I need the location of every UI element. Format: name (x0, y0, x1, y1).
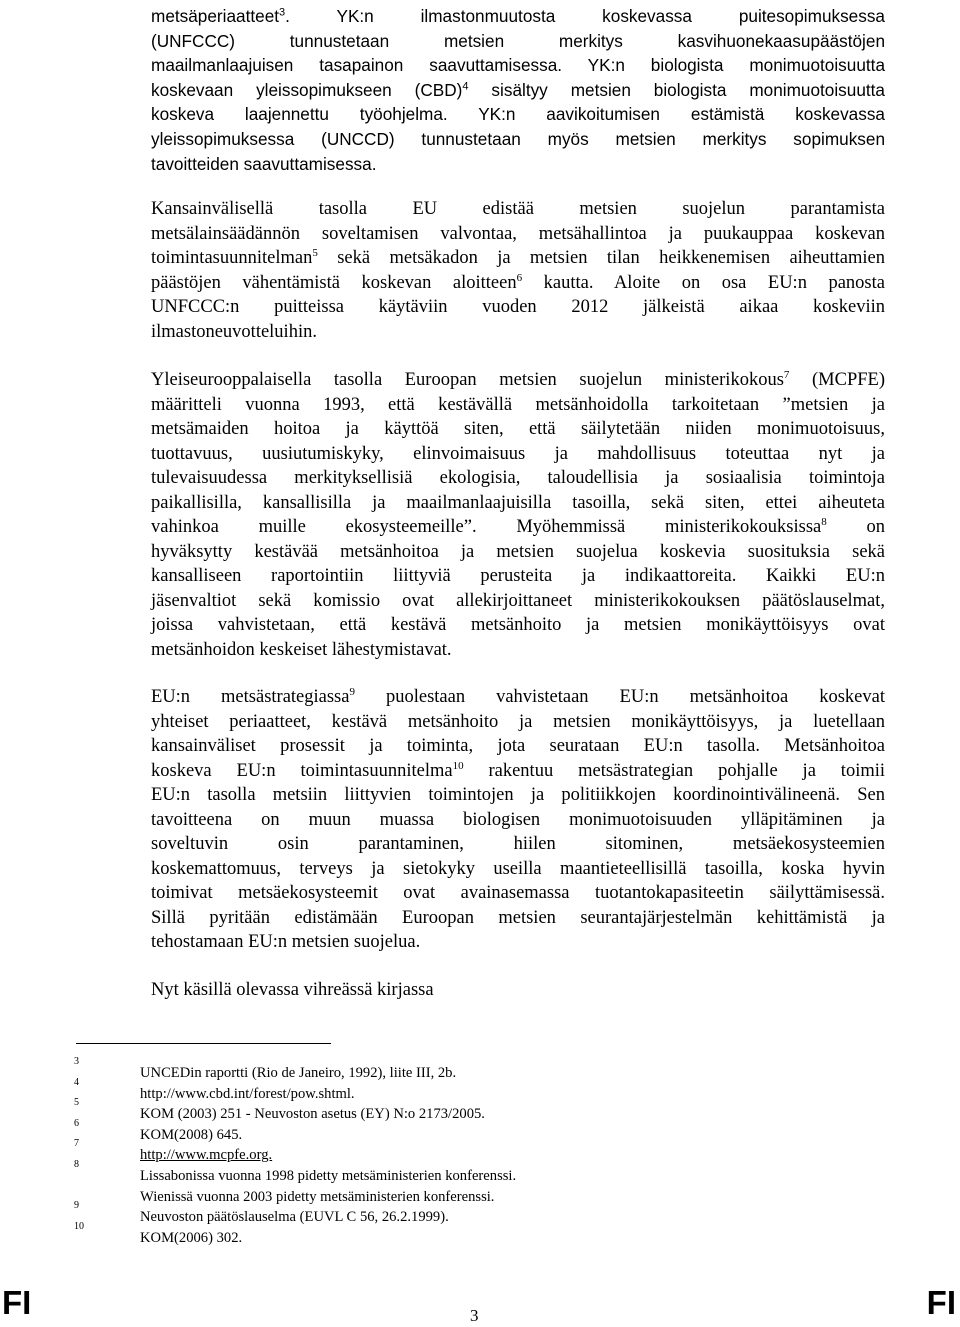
text-segment: (UNFCCC) tunnustetaan metsien merkitys kasvihuonekaasupäästöjen (151, 30, 885, 51)
footnote-text: Lissabonissa vuonna 1998 pidetty metsäministerien konferenssi. (140, 1167, 517, 1184)
footnote-text: UNCEDin raportti (Rio de Janeiro, 1992), liite III, 2b. (140, 1065, 457, 1081)
text-line (151, 222, 885, 247)
page-number: 3 (470, 1306, 479, 1325)
text-segment: EU:n tasolla metsiin liittyvien toimintojen ja politiikkojen koordinointivälineenä. Sen (151, 785, 885, 805)
paragraph-intro-continued (151, 4, 885, 176)
text-segment: toimivat metsäekosysteemit ovat avainasemassa tuotantokapasiteetin säilyttämisessä. (151, 883, 885, 903)
footnote-number: 10 (74, 1220, 84, 1232)
text-segment: yhteiset periaatteet, kestävä metsänhoito ja metsien monikäyttöisyys, ja luetellaan (151, 711, 885, 732)
footnote-item (60, 1076, 760, 1105)
text-line (151, 127, 885, 152)
text-segment: koskeva EU:n toimintasuunnitelma (151, 760, 453, 781)
footnote-reference: 4 (462, 80, 469, 93)
paragraph-eu-forest-strategy (151, 685, 885, 955)
text-line (151, 515, 885, 540)
text-segment: soveltuvin osin parantaminen, hiilen sitominen, metsäekosysteemien (151, 834, 885, 854)
footnote-text: KOM (2003) 251 - Neuvoston asetus (EY) N:o 2173/2005. (140, 1106, 485, 1123)
text-line (151, 540, 885, 565)
text-segment: Yleiseurooppalaisella tasolla Euroopan metsien suojelun ministerikokous (151, 370, 784, 390)
text-line (151, 320, 885, 345)
text-line (151, 783, 885, 808)
text-line (151, 906, 885, 931)
footer-language-code-left: FI (2, 1284, 32, 1321)
text-line (151, 734, 885, 759)
footnote-number: 3 (74, 1056, 79, 1067)
footnote-text: http://www.cbd.int/forest/pow.shtml. (140, 1085, 355, 1102)
text-line (151, 152, 885, 177)
text-line (151, 78, 885, 103)
text-line (151, 759, 885, 784)
footnote-number: 9 (74, 1200, 79, 1212)
footnote-text: Neuvoston päätöslauselma (EUVL C 56, 26.2.1999). (140, 1209, 449, 1226)
text-line (151, 589, 885, 614)
text-segment: sisältyy metsien biologista monimuotoisuutta (468, 79, 885, 100)
footnote-text: KOM(2008) 645. (140, 1126, 243, 1143)
text-line (151, 197, 885, 222)
footnote-number: 4 (74, 1076, 79, 1088)
text-line (151, 491, 885, 516)
text-line (151, 881, 885, 906)
footnote-reference: 5 (312, 246, 318, 259)
text-segment: puolestaan vahvistetaan EU:n metsänhoitoa koskevat (354, 687, 885, 707)
text-segment: yleissopimuksessa (UNCCD) tunnustetaan myös metsien merkitys sopimuksen (151, 128, 885, 149)
text-segment: koskeva laajennettu työohjelma. YK:n aavikoitumisen estämistä koskevassa (151, 104, 885, 125)
text-segment: metsänhoidon keskeiset lähestymistavat. (151, 639, 452, 660)
footnote-item (60, 1138, 760, 1166)
text-segment: hyväksytty kestävää metsänhoitoa ja metsien suojelua koskevia suosituksia sekä (151, 541, 885, 562)
text-line (151, 102, 885, 127)
text-line (151, 978, 885, 1003)
footnote-separator (76, 1043, 331, 1044)
footnote-item (60, 1056, 760, 1084)
text-segment: (MCPFE) (789, 370, 885, 390)
footnote-number: 8 (74, 1158, 79, 1170)
text-segment: päästöjen vähentämistä koskevan aloitteen (151, 272, 517, 293)
footnote-item (60, 1200, 760, 1228)
footnote-item (60, 1158, 760, 1187)
text-segment: määritteli vuonna 1993, että kestävällä metsänhoidolla tarkoitetaan ”metsien ja (151, 394, 885, 415)
footnote-text: Wienissä vuonna 2003 pidetty metsäministerien konferenssi. (140, 1188, 495, 1205)
text-segment: Nyt käsillä olevassa vihreässä kirjassa (151, 980, 434, 1000)
text-line (151, 710, 885, 735)
paragraph-green-paper (151, 978, 885, 1003)
text-segment: metsäperiaatteet (151, 6, 280, 26)
footnotes (60, 1056, 760, 1248)
text-segment: ilmastoneuvotteluihin. (151, 321, 317, 342)
text-line (151, 832, 885, 857)
text-segment: koskemattomuus, terveys ja sietokyky useilla maantieteellisillä tasoilla, koska hyvin (151, 858, 885, 879)
text-segment: maailmanlaajuisen tasapainon saavuttamisessa. YK:n biologista monimuotoisuutta (151, 55, 885, 76)
paragraph-pan-european-level (151, 368, 885, 662)
text-line (151, 393, 885, 418)
text-segment: kautta. Aloite on osa EU:n panosta (522, 272, 885, 293)
text-line (151, 417, 885, 442)
text-segment: Sillä pyritään edistämään Euroopan metsien seurantajärjestelmän kehittämistä ja (151, 907, 885, 928)
text-segment: metsämaiden hoitoa ja käyttöä siten, että säilytetään niiden monimuotoisuus, (151, 419, 885, 439)
text-segment: paikallisilla, kansallisilla ja maailmanlaajuisilla tasoilla, sekä siten, ettei aiheuteta (151, 492, 885, 513)
footnote-number: 7 (74, 1138, 79, 1150)
text-line (151, 4, 885, 29)
footnote-item (60, 1220, 760, 1249)
footnote-reference: 6 (516, 271, 523, 284)
footnote-link[interactable]: http://www.mcpfe.org. (140, 1147, 273, 1164)
footnote-item (60, 1097, 760, 1125)
text-segment: kansalliseen raportointiin liittyviä perusteita ja indikaattoreita. Kaikki EU:n (151, 566, 885, 586)
text-line (151, 638, 885, 663)
text-segment: tavoitteiden saavuttamisessa. (151, 153, 377, 174)
text-segment: jäsenvaltiot sekä komissio ovat allekirjoittaneet ministerikokouksen päätöslauselmat, (151, 590, 885, 611)
text-line (151, 613, 885, 638)
text-line (151, 564, 885, 589)
text-segment: kansainväliset prosessit ja toiminta, jota seurataan EU:n tasolla. Metsänhoitoa (151, 736, 885, 756)
footnote-item (60, 1117, 760, 1146)
text-line (151, 295, 885, 320)
text-segment: tulevaisuudessa merkityksellisiä ekologisia, taloudellisia ja sosiaalisia toimintoja (151, 468, 885, 488)
text-line (151, 271, 885, 296)
text-line (151, 466, 885, 491)
text-line (151, 29, 885, 54)
text-line (151, 368, 885, 393)
text-segment: tuottavuus, uusiutumiskyky, elinvoimaisuus ja mahdollisuus toteuttaa nyt ja (151, 443, 885, 464)
text-segment: UNFCCC:n puitteissa käytäviin vuoden 2012 jälkeistä aikaa koskeviin (151, 297, 885, 317)
text-line (151, 930, 885, 955)
footnote-reference: 7 (783, 368, 790, 381)
footnote-reference: 10 (452, 759, 464, 772)
text-segment: sekä metsäkadon ja metsien tilan heikkenemisen aiheuttamien (317, 248, 885, 268)
text-segment: rakentuu metsästrategian pohjalle ja toimii (463, 760, 886, 781)
text-segment: vahinkoa muille ekosysteemeille”. Myöhemmissä ministerikokouksissa (151, 517, 822, 537)
text-line (151, 857, 885, 882)
text-segment: joissa vahvistetaan, että kestävä metsänhoito ja metsien monikäyttöisyys ovat (151, 615, 885, 635)
footnote-item (60, 1187, 760, 1208)
text-line (151, 53, 885, 78)
text-segment: metsälainsäädännön soveltamisen valvontaa, metsähallintoa ja puukauppaa koskevan (151, 223, 885, 244)
text-segment: tehostamaan EU:n metsien suojelua. (151, 932, 421, 952)
text-segment: toimintasuunnitelman (151, 248, 313, 268)
footnote-reference: 8 (821, 515, 827, 528)
footnote-text: KOM(2006) 302. (140, 1229, 243, 1246)
footnote-number: 6 (74, 1117, 79, 1129)
paragraph-international-level (151, 197, 885, 344)
footer-language-code-right: FI (926, 1284, 956, 1321)
text-line (151, 246, 885, 271)
footnote-reference: 9 (349, 685, 355, 698)
footnote-number: 5 (74, 1097, 79, 1109)
text-segment: Kansainvälisellä tasolla EU edistää metsien suojelun parantamista (151, 199, 885, 219)
text-segment: EU:n metsästrategiassa (151, 687, 350, 707)
text-segment: on (826, 517, 886, 537)
text-line (151, 685, 885, 710)
text-line (151, 808, 885, 833)
footnote-reference: 3 (279, 6, 286, 19)
text-line (151, 442, 885, 467)
text-segment: koskevaan yleissopimukseen (CBD) (151, 79, 463, 100)
text-segment: tavoitteena on muun muassa biologisen monimuotoisuuden ylläpitäminen ja (151, 809, 885, 830)
text-segment: . YK:n ilmastonmuutosta koskevassa puitesopimuksessa (285, 6, 885, 26)
